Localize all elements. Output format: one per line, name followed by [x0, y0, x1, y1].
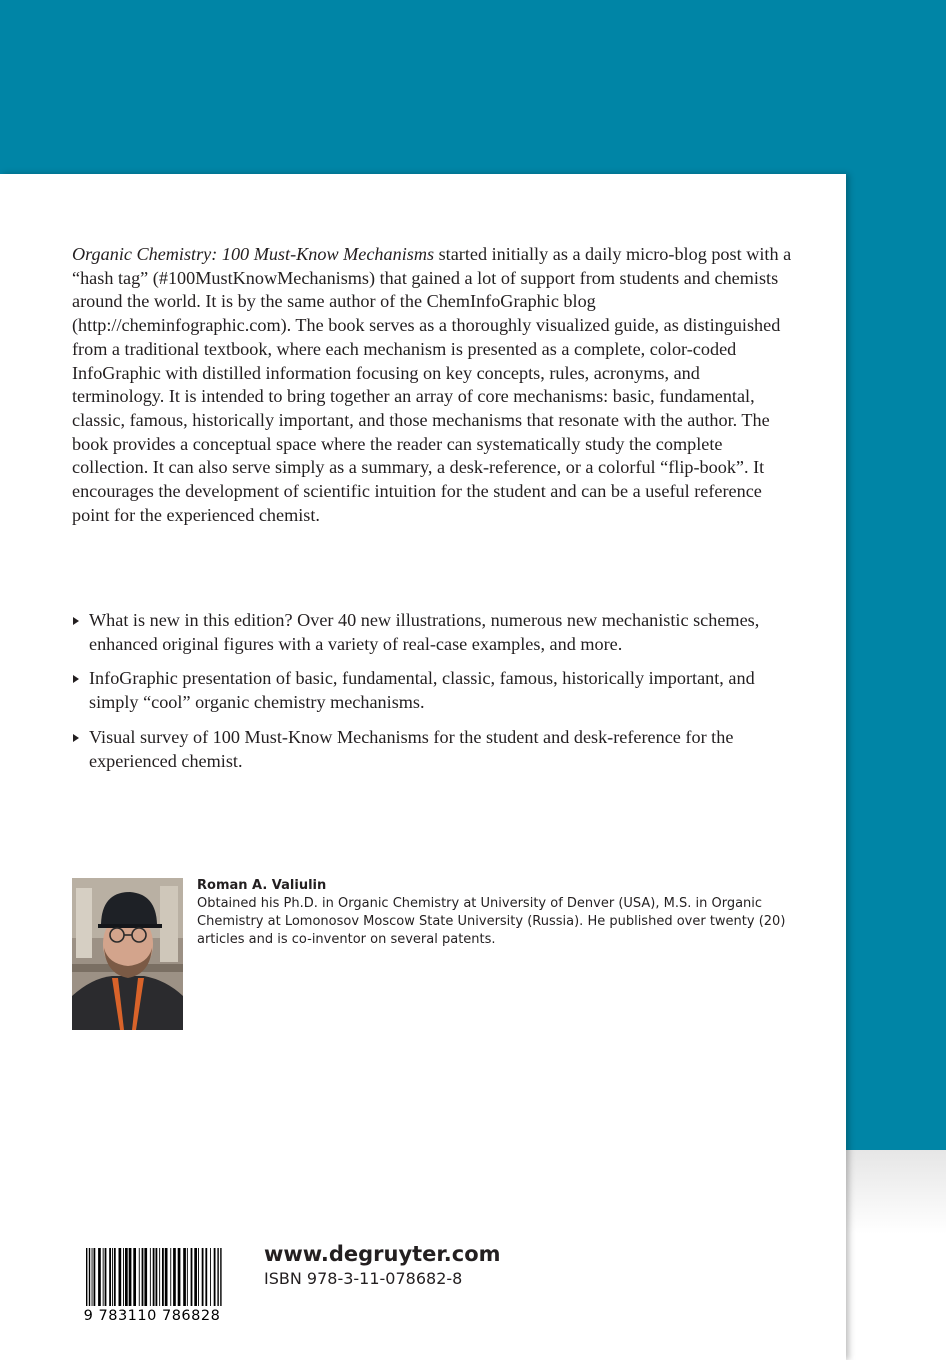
- barcode-bar: [114, 1248, 116, 1306]
- book-title: Organic Chemistry: 100 Must-Know Mechanisms: [72, 244, 435, 264]
- feature-item: [72, 726, 792, 773]
- barcode-bar: [162, 1248, 164, 1306]
- barcode-bar: [98, 1248, 101, 1306]
- cover-band-right: [846, 174, 946, 1150]
- isbn-number: ISBN 978-3-11-078682-8: [264, 1269, 463, 1288]
- barcode-bar: [109, 1248, 111, 1306]
- barcode-bar: [142, 1248, 144, 1306]
- barcode-bar: [139, 1248, 140, 1306]
- barcode-bar: [125, 1248, 128, 1306]
- book-description-text: started initially as a daily micro-blog post with a “hash tag” (#100MustKnowMechanisms) that gained a lot of support from students and chemists around the world. It is by the same author of the ChemInfoGraphic blog (http://cheminfographic.com). The book serves as a thoroughly visualized guide, as distinguished from a traditional textbook, where each mechanism is presented as a complete, color-coded InfoGraphic with distilled information focusing on key concepts, rules, acronyms, and terminology. It is intended to bring together an array of core mechanisms: basic, fundamental, classic, famous, historically important, and those mechanisms that resonate with the author. The book provides a conceptual space where the reader can systematically study the complete collection. It can also serve simply as a summary, a desk-reference, or a colorful “flip-book”. It encourages the development of scientific intuition for the student and can be a useful reference point for the experienced chemist.: [72, 244, 792, 525]
- author-name: Roman A. Valiulin: [197, 878, 327, 893]
- publisher-website: www.degruyter.com: [264, 1242, 501, 1266]
- feature-text: Visual survey of 100 Must-Know Mechanisms for the student and desk-reference for the experienced chemist.: [89, 726, 734, 771]
- barcode-bar: [156, 1248, 158, 1306]
- barcode-bar: [150, 1248, 151, 1306]
- barcode-bar: [112, 1248, 113, 1306]
- barcode-bar: [173, 1248, 176, 1306]
- barcode-bar: [210, 1248, 211, 1306]
- barcode-bar: [205, 1248, 207, 1306]
- triangle-bullet-icon: [73, 734, 79, 742]
- author-bio: [197, 877, 797, 949]
- barcode-bar: [198, 1248, 199, 1306]
- feature-item: [72, 609, 792, 656]
- barcode-bar: [105, 1248, 107, 1306]
- cover-edge-shadow: [846, 1150, 946, 1360]
- triangle-bullet-icon: [73, 617, 79, 625]
- barcode-bar: [187, 1248, 188, 1306]
- author-bio-text: Obtained his Ph.D. in Organic Chemistry at University of Denver (USA), M.S. in Organic Chemistry at Lomonosov Moscow State University (Russia). He published over twenty (20) articles and is co-inventor on several patents.: [197, 896, 786, 947]
- triangle-bullet-icon: [73, 675, 79, 683]
- author-portrait-illustration: [72, 878, 183, 1030]
- feature-text: What is new in this edition? Over 40 new illustrations, numerous new mechanistic schemes, enhanced original figures with a variety of real-case examples, and more.: [89, 610, 760, 654]
- barcode-bar: [133, 1248, 136, 1306]
- barcode-bar: [191, 1248, 193, 1306]
- barcode-bar: [183, 1248, 186, 1306]
- feature-text: InfoGraphic presentation of basic, fundamental, classic, famous, historically important, and simply “cool” organic chemistry mechanisms.: [89, 668, 755, 713]
- book-description: [72, 243, 792, 527]
- barcode-bar: [178, 1248, 181, 1306]
- barcode-digits: 9 783110 786828: [72, 1306, 232, 1326]
- barcode-bar: [214, 1248, 216, 1306]
- feature-list: [72, 609, 792, 784]
- barcode-bar: [202, 1248, 204, 1306]
- barcode-bar: [153, 1248, 155, 1306]
- barcode-bar: [119, 1248, 122, 1306]
- barcode-bar: [159, 1248, 160, 1306]
- isbn-barcode: [72, 1248, 232, 1326]
- barcode-bar: [123, 1248, 124, 1306]
- feature-item: [72, 667, 792, 714]
- barcode-bar: [129, 1248, 132, 1306]
- barcode-bar: [165, 1248, 168, 1306]
- barcode-bar: [170, 1248, 171, 1306]
- barcode-bar: [92, 1248, 93, 1306]
- cover-band-top: [0, 0, 946, 174]
- barcode-bar: [194, 1248, 197, 1306]
- author-photo: [72, 878, 183, 1030]
- barcode-bar: [103, 1248, 104, 1306]
- barcode-bar: [94, 1248, 96, 1306]
- barcode-bar: [144, 1248, 147, 1306]
